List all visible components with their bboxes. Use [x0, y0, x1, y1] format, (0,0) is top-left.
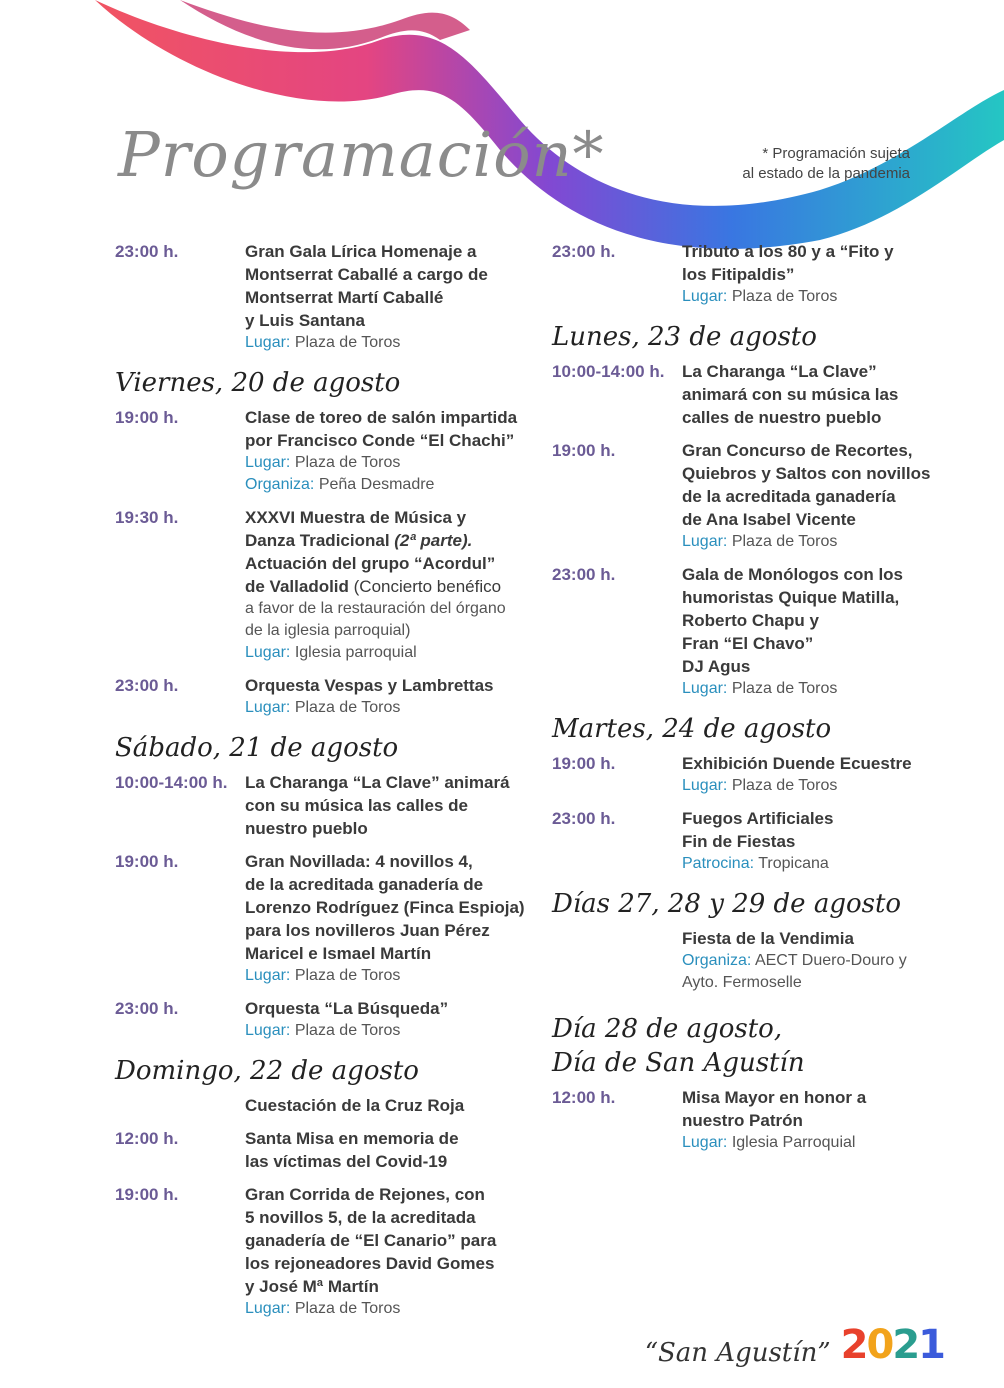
day-heading: Sábado, 21 de agosto [115, 733, 399, 763]
day-heading: Día 28 de agosto, Día de San Agustín [552, 1014, 805, 1078]
day-heading: Días 27, 28 y 29 de agosto [552, 889, 902, 919]
event: 19:00 h. Gran Concurso de Recortes, Quiebros y Saltos con novillos de la acreditada ganadería de Ana Isabel Vicente Lugar: Plaza de Toros [552, 441, 931, 550]
event [115, 240, 525, 354]
pandemic-note: * Programación sujeta al estado de la pandemia [742, 145, 910, 182]
year-digit: 1 [918, 1322, 944, 1368]
day-heading: Martes, 24 de agosto [552, 714, 832, 744]
day-heading: Domingo, 22 de agosto [115, 1056, 419, 1086]
year-digit: 0 [866, 1322, 893, 1368]
event: 12:00 h. Santa Misa en memoria de las víctimas del Covid-19 [115, 1129, 459, 1171]
event: 19:00 h. Exhibición Duende Ecuestre Lugar: Plaza de Toros [552, 754, 912, 794]
event: 10:00-14:00 h. La Charanga “La Clave” animará con su música las calles de nuestro pueblo [552, 362, 899, 427]
event: Cuestación de la Cruz Roja [245, 1096, 465, 1115]
event: 19:30 h. XXXVI Muestra de Música y Danza Tradicional (2ª parte). Actuación del grupo “Acordul” de Valladolid (Concierto benéfico a favor de la restauración del órgano de la iglesia parroquial) Lugar: Iglesia parroquial [115, 508, 506, 661]
footer-year [841, 1322, 944, 1368]
event: 23:00 h. Gala de Monólogos con los humoristas Quique Matilla, Roberto Chapu y Fran “El Chavo” DJ Agus Lugar: Plaza de Toros [552, 565, 904, 697]
event: 23:00 h. Tributo a los 80 y a “Fito y los Fitipaldis” Lugar: Plaza de Toros [552, 242, 894, 305]
day-heading: Viernes, 20 de agosto [115, 368, 401, 398]
right-column [552, 240, 962, 1164]
event: 23:00 h. Orquesta Vespas y Lambrettas Lugar: Plaza de Toros [115, 676, 494, 716]
event-desc: Gran Gala Lírica Homenaje a Montserrat Caballé a cargo de Montserrat Martí Caballé y Luis Santana Lugar: Plaza de Toros [245, 242, 488, 351]
event: Fiesta de la Vendimia Organiza: AECT Duero-Douro y Ayto. Fermoselle [682, 929, 907, 991]
event: 10:00-14:00 h. La Charanga “La Clave” animará con su música las calles de nuestro pueblo [115, 773, 510, 838]
footer-logo [645, 1322, 944, 1368]
event: 23:00 h. Fuegos Artificiales Fin de Fiestas Patrocina: Tropicana [552, 809, 834, 872]
left-column [115, 240, 525, 1330]
footer-text: “San Agustín” [644, 1338, 831, 1368]
year-digit: 2 [840, 1322, 867, 1368]
event: 23:00 h. Orquesta “La Búsqueda” Lugar: Plaza de Toros [115, 999, 449, 1039]
page-title: Programación* [118, 118, 605, 191]
event: 19:00 h. Gran Corrida de Rejones, con 5 novillos 5, de la acreditada ganadería de “El Canario” para los rejoneadores David Gomes y José Mª Martín Lugar: Plaza de Toros [115, 1185, 497, 1317]
year-digit: 2 [892, 1322, 919, 1368]
event-time: 23:00 h. [115, 242, 179, 261]
event: 19:00 h. Clase de toreo de salón impartida por Francisco Conde “El Chachi” Lugar: Plaza de Toros Organiza: Peña Desmadre [115, 408, 518, 493]
day-heading: Lunes, 23 de agosto [552, 322, 817, 352]
event: 19:00 h. Gran Novillada: 4 novillos 4, de la acreditada ganadería de Lorenzo Rodríguez (Finca Espioja) para los novilleros Juan Pérez Maricel e Ismael Martín Lugar: Plaza de Toros [115, 852, 525, 984]
event: 12:00 h. Misa Mayor en honor a nuestro Patrón Lugar: Iglesia Parroquial [552, 1088, 867, 1151]
